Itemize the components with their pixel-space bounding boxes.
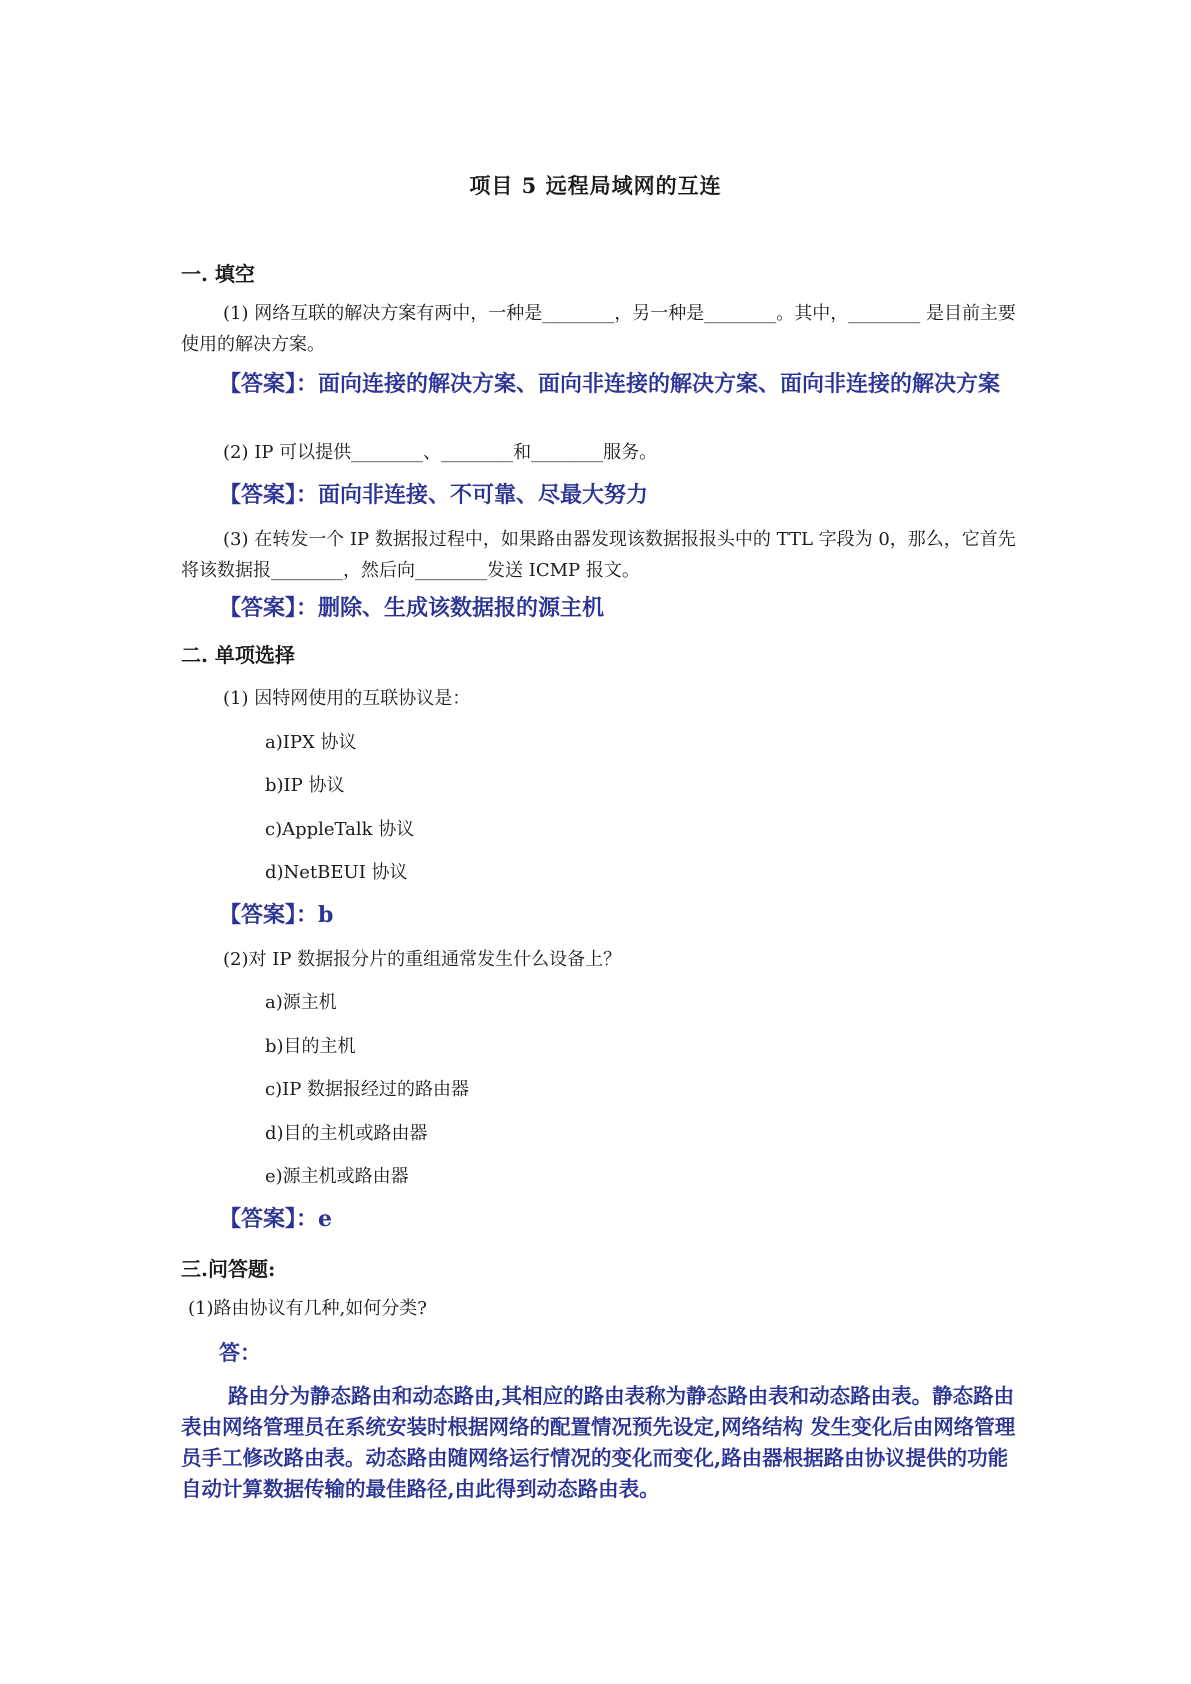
- choice-option: e)源主机或路由器: [265, 1166, 409, 1187]
- qa-question-1: (1)路由协议有几种,如何分类?: [188, 1298, 427, 1319]
- fill-question-2: (2) IP 可以提供________、________和________服务。: [223, 442, 658, 463]
- choice-option: c)IP 数据报经过的路由器: [265, 1079, 470, 1100]
- choice-option: a)IPX 协议: [265, 732, 357, 753]
- choice-option: b)IP 协议: [265, 775, 345, 796]
- choice-option: b)目的主机: [265, 1036, 356, 1057]
- fill-answer-3: 【答案】：删除、生成该数据报的源主机: [219, 595, 605, 621]
- choice-option: d)目的主机或路由器: [265, 1123, 428, 1144]
- choice-question-2: (2)对 IP 数据报分片的重组通常发生什么设备上？: [223, 949, 622, 970]
- document-title: 项目 5 远程局域网的互连: [469, 173, 722, 198]
- section-heading-fill: 一. 填空: [181, 262, 255, 286]
- choice-answer-1: 【答案】：b: [219, 902, 334, 928]
- qa-answer-body: 路由分为静态路由和动态路由,其相应的路由表称为静态路由表和动态路由表。静态路由表由网络管理员在系统安装时根据网络的配置情况预先设定,网络结构 发生变化后由网络管理员手工修改路由表。动态路由随网络运行情况的变化而变化,路由器根据路由协议提供的功能自动计算数据传输的最佳路径,由此得到动态路由表。: [181, 1384, 1016, 1501]
- fill-question-1: (1) 网络互联的解决方案有两中，一种是________，另一种是________。其中，________ 是目前主要使用的解决方案。: [181, 303, 1016, 355]
- choice-option: c)AppleTalk 协议: [265, 819, 415, 840]
- section-heading-qa: 三.问答题:: [181, 1257, 276, 1281]
- qa-answer-label: 答：: [219, 1340, 261, 1365]
- fill-answer-2: 【答案】：面向非连接、不可靠、尽最大努力: [219, 482, 649, 508]
- fill-question-3: (3) 在转发一个 IP 数据报过程中，如果路由器发现该数据报报头中的 TTL 字段为 0，那么，它首先将该数据报________，然后向________发送 ICMP 报文。: [181, 529, 1016, 581]
- section-heading-choice: 二. 单项选择: [181, 643, 295, 667]
- fill-answer-1: 【答案】：面向连接的解决方案、面向非连接的解决方案、面向非连接的解决方案: [219, 371, 1001, 397]
- choice-answer-2: 【答案】：e: [219, 1206, 332, 1232]
- choice-option: a)源主机: [265, 992, 337, 1013]
- choice-question-1: (1) 因特网使用的互联协议是：: [223, 688, 471, 709]
- choice-option: d)NetBEUI 协议: [265, 862, 408, 883]
